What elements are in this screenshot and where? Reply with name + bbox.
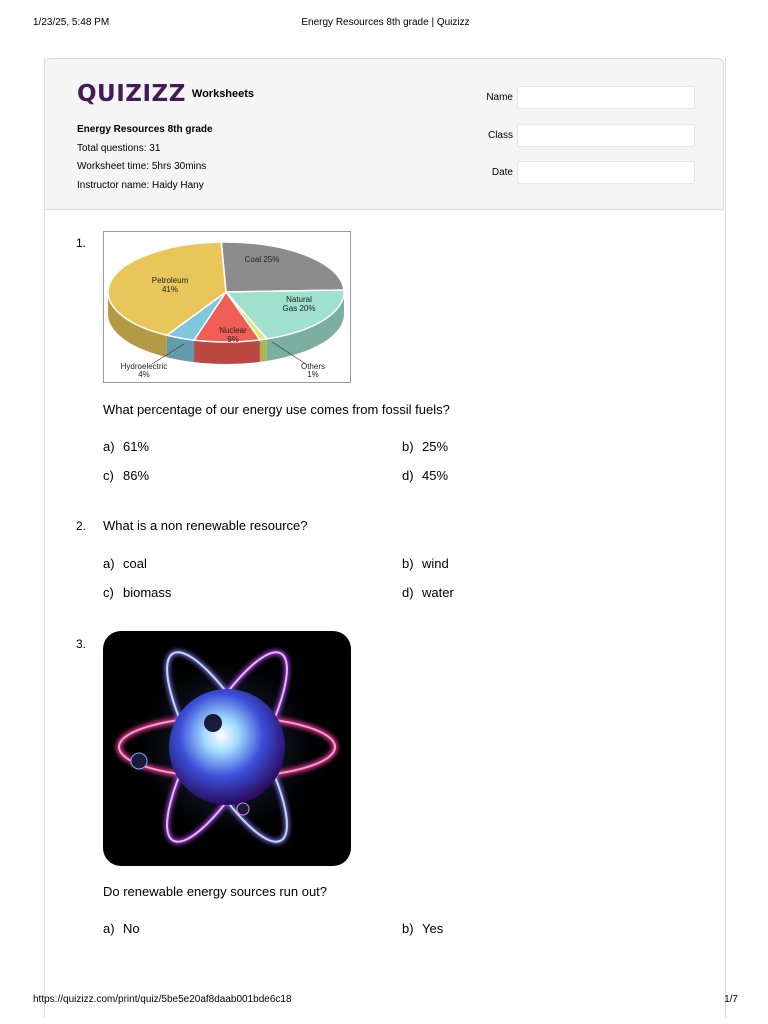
pie-side-others — [260, 339, 267, 362]
pie-slice-coal — [221, 242, 344, 292]
petroleum-label-line1: Petroleum — [151, 276, 189, 285]
coal-label: Coal 25% — [244, 255, 280, 264]
others-label-line1: Others — [300, 362, 326, 371]
q2-option-d[interactable]: d) water — [402, 585, 454, 600]
gas-label-line1: Natural — [286, 295, 312, 304]
worksheet-info-card — [44, 58, 724, 210]
brand-subtitle: Worksheets — [191, 88, 255, 100]
atom-illustration — [103, 631, 351, 866]
quizizz-logo: QUIZIZZ — [77, 81, 186, 107]
worksheet-meta — [77, 121, 213, 195]
others-label-line2: 1% — [307, 370, 319, 379]
question-1-text: What percentage of our energy use comes from fossil fuels? — [103, 402, 450, 417]
total-questions: Total questions: 31 — [77, 142, 161, 154]
energy-pie-chart — [103, 231, 351, 383]
hydro-label-line2: 4% — [138, 370, 150, 379]
electron-2 — [131, 753, 147, 769]
q2-option-b[interactable]: b) wind — [402, 556, 449, 571]
name-label: Name — [486, 92, 513, 103]
brand — [77, 81, 254, 107]
pie-chart-svg — [104, 232, 350, 382]
date-label: Date — [491, 167, 513, 178]
q1-option-d[interactable]: d) 45% — [402, 468, 449, 483]
name-field[interactable] — [517, 86, 695, 109]
question-2-number: 2. — [76, 519, 87, 533]
nuclear-label-line2: 9% — [227, 335, 239, 344]
q2-option-c[interactable]: c) biomass — [103, 585, 172, 600]
instructor-name: Instructor name: Haidy Hany — [77, 179, 204, 191]
electron-3 — [237, 803, 249, 815]
question-2-text: What is a non renewable resource? — [103, 518, 308, 533]
print-datetime: 1/23/25, 5:48 PM — [33, 17, 110, 28]
print-footer — [33, 994, 738, 1008]
q3-option-b[interactable]: b) Yes — [402, 921, 444, 936]
print-url: https://quizizz.com/print/quiz/5be5e20af8daab001bde6c18 — [33, 994, 292, 1005]
print-page-number: 1/7 — [724, 994, 738, 1005]
q1-option-b[interactable]: b) 25% — [402, 439, 449, 454]
worksheet-title: Energy Resources 8th grade — [77, 124, 213, 135]
hydro-label-line1: Hydroelectric — [120, 362, 168, 371]
q3-option-a[interactable]: a) No — [103, 921, 140, 936]
electron-1 — [204, 714, 222, 732]
print-header — [33, 17, 738, 31]
q1-option-a[interactable]: a) 61% — [103, 439, 150, 454]
petroleum-label-line2: 41% — [161, 285, 179, 294]
question-1-number: 1. — [76, 236, 87, 250]
gas-label-line2: Gas 20% — [282, 304, 316, 313]
print-doc-title: Energy Resources 8th grade | Quizizz — [301, 17, 470, 28]
atom-image — [103, 631, 351, 866]
worksheet-time: Worksheet time: 5hrs 30mins — [77, 161, 207, 172]
q1-option-c[interactable]: c) 86% — [103, 468, 150, 483]
q2-option-a[interactable]: a) coal — [103, 556, 147, 571]
date-field[interactable] — [517, 161, 695, 184]
question-3-number: 3. — [76, 637, 87, 651]
nuclear-label-line1: Nuclear — [219, 326, 247, 335]
class-field[interactable] — [517, 124, 695, 147]
question-3-text: Do renewable energy sources run out? — [103, 884, 328, 899]
class-label: Class — [487, 129, 513, 141]
